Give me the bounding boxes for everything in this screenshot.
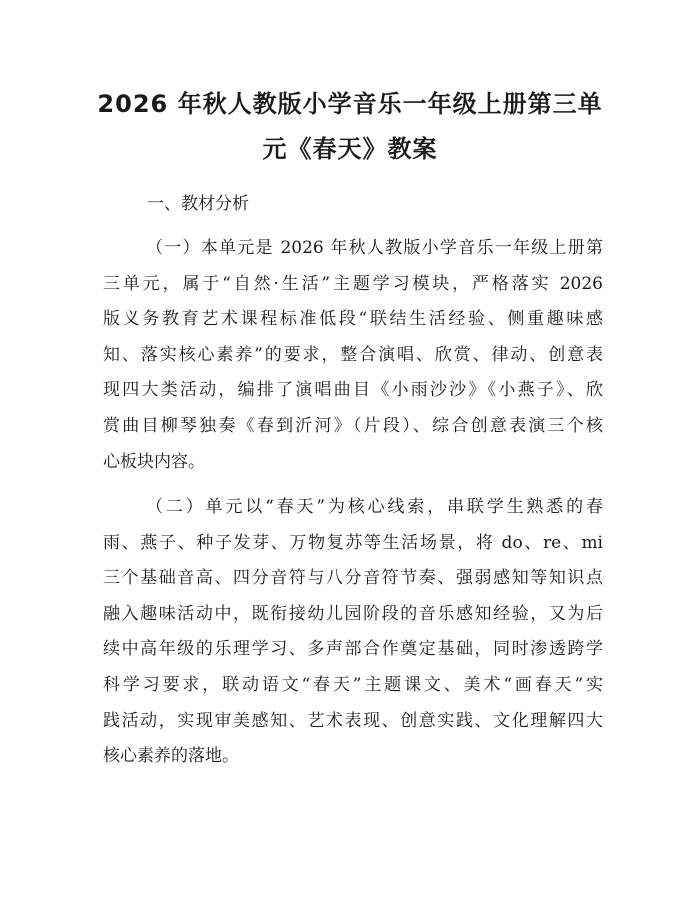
- paragraph-2-line: 践活动，实现审美感知、艺术表现、创意实践、文化理解四大: [103, 710, 603, 731]
- paragraph-2-line: 融入趣味活动中，既衔接幼儿园阶段的音乐感知经验，又为后: [103, 603, 603, 624]
- paragraph-2-line: （二）单元以“春天”为核心线索，串联学生熟悉的春: [146, 497, 603, 517]
- paragraph-1-line: 心板块内容。: [103, 451, 205, 472]
- paragraph-2-line: 雨、燕子、种子发芽、万物复苏等生活场景，将 do、re、mi: [103, 532, 603, 553]
- paragraph-1-line: 赏曲目柳琴独奏《春到沂河》（片段）、综合创意表演三个核: [103, 415, 603, 436]
- section-heading: 一、教材分析: [147, 194, 249, 214]
- paragraph-1-line: 知、落实核心素养”的要求，整合演唱、欣赏、律动、创意表: [103, 344, 603, 365]
- paragraph-1-line: 三单元，属于“自然·生活”主题学习模块，严格落实 2026: [103, 273, 603, 294]
- paragraph-2-line: 科学习要求，联动语文“春天”主题课文、美术“画春天”实: [103, 674, 603, 695]
- paragraph-1-line: 现四大类活动，编排了演唱曲目《小雨沙沙》《小燕子》、欣: [103, 380, 603, 401]
- document-title-line-2: 元《春天》教案: [262, 135, 438, 163]
- paragraph-2-line: 续中高年级的乐理学习、多声部合作奠定基础，同时渗透跨学: [103, 639, 603, 660]
- document-title-line-1: 2026 年秋人教版小学音乐一年级上册第三单: [97, 90, 603, 118]
- paragraph-2: [103, 495, 603, 780]
- paragraph-1-line: 版义务教育艺术课程标准低段“联结生活经验、侧重趣味感: [103, 309, 603, 330]
- paragraph-1: [103, 236, 603, 485]
- paragraph-1-line: （一）本单元是 2026 年秋人教版小学音乐一年级上册第: [146, 238, 603, 258]
- paragraph-2-line: 三个基础音高、四分音符与八分音符节奏、强弱感知等知识点: [103, 568, 603, 589]
- paragraph-2-line: 核心素养的落地。: [103, 746, 239, 767]
